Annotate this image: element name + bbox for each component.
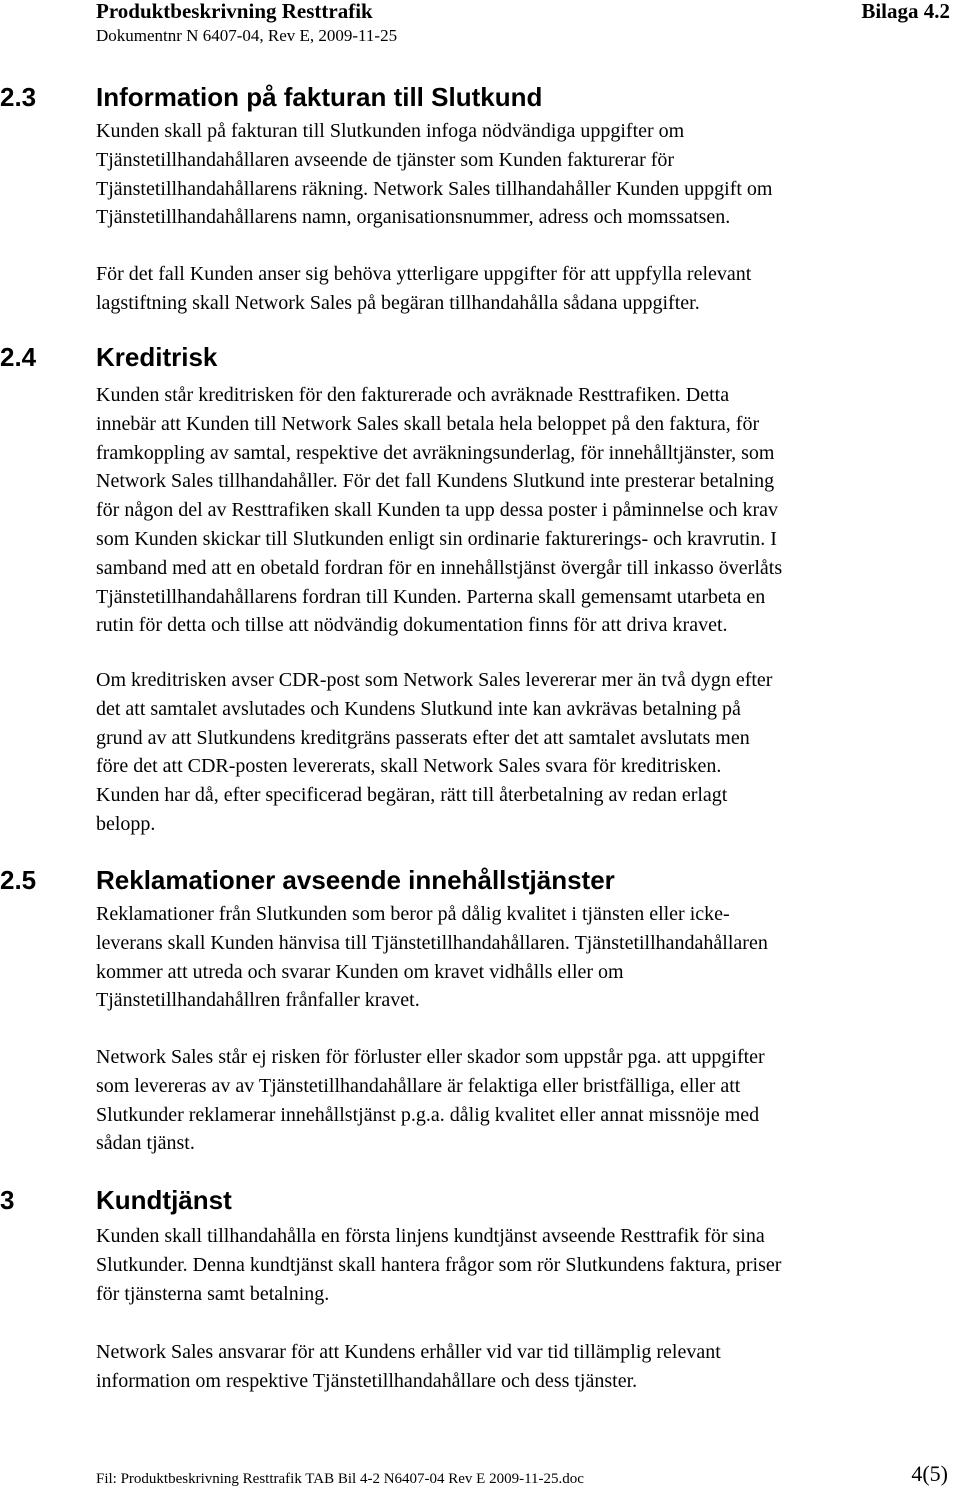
footer-filename: Fil: Produktbeskrivning Resttrafik TAB Bil 4-2 N6407-04 Rev E 2009-11-25.doc (96, 1471, 584, 1487)
text-line: Network Sales står ej risken för förluster eller skador som uppstår pga. att uppgifter (96, 1046, 765, 1068)
text-line: Slutkunder reklamerar innehållstjänst p.g.a. dålig kvalitet eller annat missnöje med (96, 1103, 760, 1126)
text-line: för någon del av Resttrafiken skall Kunden ta upp dessa poster i påminnelse och krav (96, 499, 779, 522)
paragraph-2-3-1 (96, 117, 960, 232)
section-title: Information på fakturan till Slutkund (96, 82, 543, 112)
paragraph-2-3-2 (96, 260, 960, 318)
appendix-label: Bilaga 4.2 (861, 0, 950, 23)
text-line: Kunden skall tillhandahålla en första linjens kundtjänst avseende Resttrafik för sina (96, 1225, 765, 1247)
paragraph-3-2 (96, 1338, 960, 1396)
text-line: Network Sales tillhandahåller. För det fall Kundens Slutkund inte presterar betalning (96, 470, 775, 493)
section-title: Kreditrisk (96, 342, 218, 372)
text-line: grund av att Slutkundens kreditgräns passerats efter det att samtalet avslutats men (96, 726, 750, 749)
text-line: före det att CDR-posten levererats, skall Network Sales svara för kreditrisken. (96, 755, 722, 778)
text-line: Tjänstetillhandahållarens fordran till Kunden. Parterna skall gemensamt utarbeta en (96, 585, 766, 608)
section-number: 2.4 (0, 342, 37, 372)
text-line: Kunden har då, efter specificerad begäran, rätt till återbetalning av redan erlagt (96, 784, 728, 807)
text-line: Tjänstetillhandahållaren avseende de tjänster som Kunden fakturerar för (96, 148, 675, 171)
section-title: Reklamationer avseende innehållstjänster (96, 865, 615, 895)
section-number: 2.3 (0, 82, 37, 112)
text-line: sådan tjänst. (96, 1132, 195, 1155)
page-number: 4(5) (911, 1461, 948, 1486)
text-line: Kunden skall på fakturan till Slutkunden infoga nödvändiga uppgifter om (96, 120, 685, 142)
text-line: för tjänsterna samt betalning. (96, 1282, 330, 1305)
text-line: Kunden står kreditrisken för den fakturerade och avräknade Resttrafiken. Detta (96, 384, 730, 406)
text-line: det att samtalet avslutades och Kundens Slutkund inte kan avkrävas betalning på (96, 697, 741, 720)
paragraph-2-5-1 (96, 900, 960, 1015)
text-line: kommer att utreda och svarar Kunden om kravet vidhålls eller om (96, 960, 624, 983)
paragraph-2-4-1 (96, 381, 960, 640)
text-line: För det fall Kunden anser sig behöva ytterligare uppgifter för att uppfylla relevant (96, 263, 752, 285)
paragraph-2-5-2 (96, 1043, 960, 1158)
text-line: Tjänstetillhandahållarens namn, organisationsnummer, adress och momssatsen. (96, 206, 731, 229)
text-line: Tjänstetillhandahållarens räkning. Network Sales tillhandahåller Kunden uppgift om (96, 177, 773, 200)
text-line: leverans skall Kunden hänvisa till Tjänstetillhandahållaren. Tjänstetillhandahållaren (96, 931, 768, 954)
text-line: innebär att Kunden till Network Sales skall betala hela beloppet på den faktura, för (96, 412, 760, 435)
text-line: framkoppling av samtal, respektive det avräkningsunderlag, för innehålltjänster, som (96, 441, 775, 464)
text-line: Network Sales ansvarar för att Kundens erhåller vid var tid tillämplig relevant (96, 1341, 721, 1363)
document-title: Produktbeskrivning Resttrafik (96, 0, 373, 23)
document-number: Dokumentnr N 6407-04, Rev E, 2009-11-25 (96, 26, 398, 45)
text-line: som levereras av av Tjänstetillhandahållare är felaktiga eller bristfälliga, eller att (96, 1074, 741, 1097)
section-title: Kundtjänst (96, 1185, 232, 1215)
text-line: Tjänstetillhandahållren frånfaller kravet. (96, 989, 420, 1012)
paragraph-2-4-2 (96, 666, 960, 839)
text-line: Om kreditrisken avser CDR-post som Network Sales levererar mer än två dygn efter (96, 669, 773, 691)
text-line: som Kunden skickar till Slutkunden enligt sin ordinarie fakturerings- och kravrutin. I (96, 527, 777, 550)
text-line: information om respektive Tjänstetillhandahållare och dess tjänster. (96, 1369, 638, 1392)
paragraph-3-1 (96, 1222, 960, 1308)
text-line: lagstiftning skall Network Sales på begäran tillhandahålla sådana uppgifter. (96, 291, 700, 314)
text-line: rutin för detta och tillse att nödvändig dokumentation finns för att driva kravet. (96, 614, 728, 637)
section-number: 3 (0, 1185, 15, 1215)
text-line: samband med att en obetald fordran för en innehållstjänst övergår till inkasso överlåts (96, 556, 783, 579)
text-line: Reklamationer från Slutkunden som beror på dålig kvalitet i tjänsten eller icke- (96, 903, 730, 925)
section-number: 2.5 (0, 865, 37, 895)
text-line: Slutkunder. Denna kundtjänst skall hantera frågor som rör Slutkundens faktura, priser (96, 1253, 782, 1276)
text-line: belopp. (96, 812, 156, 835)
